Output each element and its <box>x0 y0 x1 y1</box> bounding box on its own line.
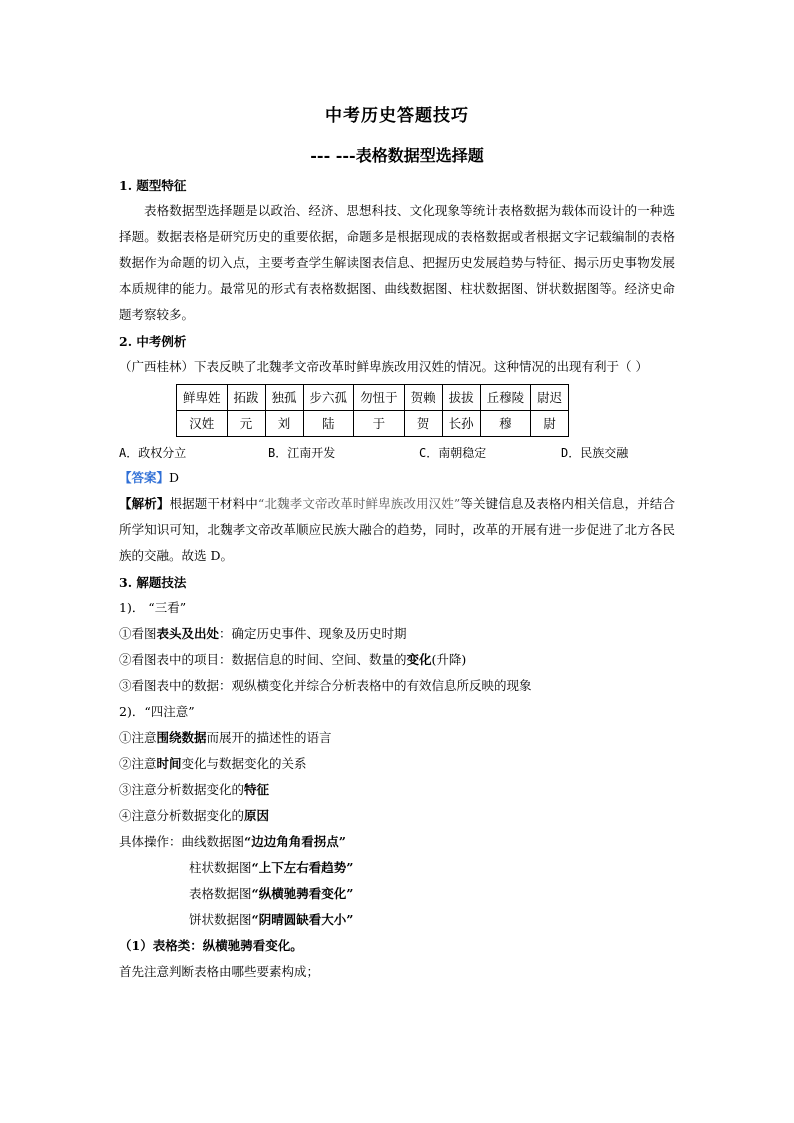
table-cell: 刘 <box>265 411 303 437</box>
ops-bold: “边边角角看拐点” <box>244 834 346 849</box>
item-text: ：确定历史事件、现象及历史时期 <box>219 626 407 641</box>
table-cell: 长孙 <box>442 411 480 437</box>
option-b: B．江南开发 <box>268 446 336 460</box>
item-text: ①注意 <box>119 730 157 745</box>
document-page <box>119 100 675 985</box>
item-text: ①看图 <box>119 626 157 641</box>
last-line: 首先注意判断表格由哪些要素构成； <box>119 964 320 979</box>
section-1-heading: 1. 题型特征 <box>119 178 187 193</box>
four-note-title: 2)．“四注意” <box>119 704 195 719</box>
item-bold: 围绕数据 <box>156 730 207 745</box>
three-look-title: 1)． “三看” <box>119 600 187 615</box>
item-text: 变化与数据变化的关系 <box>181 756 307 771</box>
three-look-item <box>119 647 675 673</box>
example-question: （广西桂林）下表反映了北魏孝文帝改革时鲜卑族改用汉姓的情况。这种情况的出现有利于（ ） <box>119 359 648 374</box>
ops-line <box>119 855 675 881</box>
ops-bold: “阴晴圆缺看大小” <box>251 912 354 927</box>
four-note-item <box>119 725 675 751</box>
item-text: (升降) <box>431 652 467 667</box>
item-bold: 特征 <box>244 782 270 797</box>
table-type-heading: （1）表格类：纵横驰骋看变化。 <box>119 938 303 953</box>
item-text: ③注意分析数据变化的 <box>119 782 245 797</box>
table-row <box>177 385 569 411</box>
item-text: 而展开的描述性的语言 <box>206 730 332 745</box>
item-text: ②看图表中的项目：数据信息的时间、空间、数量的 <box>119 652 407 667</box>
ops-text: 曲线数据图 <box>181 834 245 849</box>
section-1-paragraph: 表格数据型选择题是以政治、经济、思想科技、文化现象等统计表格数据为载体而设计的一种选择题。数据表格是研究历史的重要依据，命题多是根据现成的表格数据或者根据文字记载编制的表格数据作为命题的切入点，主要考查学生解读图表信息、把握历史发展趋势与特征、揭示历史事物发展本质规律的能力。最常见的形式有表格数据图、曲线数据图、柱状数据图、饼状数据图等。经济史命题考察较多。 <box>119 203 675 322</box>
table-cell: 步六孤 <box>303 385 354 411</box>
three-look-item <box>119 621 675 647</box>
table-cell: 汉姓 <box>177 411 228 437</box>
table-cell: 尉迟 <box>531 385 569 411</box>
analysis-text-1: 根据题干材料中 <box>169 496 258 511</box>
surname-table <box>176 384 569 437</box>
table-cell: 拓跋 <box>227 385 265 411</box>
table-cell: 拔拔 <box>442 385 480 411</box>
item-text: ②注意 <box>119 756 157 771</box>
section-2-heading: 2. 中考例析 <box>119 334 187 349</box>
four-note-item <box>119 777 675 803</box>
ops-bold: “上下左右看趋势” <box>251 860 354 875</box>
table-row <box>177 411 569 437</box>
table-cell: 于 <box>354 411 405 437</box>
answer-options <box>119 441 675 465</box>
four-note-item <box>119 803 675 829</box>
analysis-paragraph <box>119 491 675 569</box>
table-cell: 鲜卑姓 <box>177 385 228 411</box>
ops-bold: “纵横驰骋看变化” <box>251 886 354 901</box>
ops-text: 柱状数据图 <box>189 860 252 875</box>
table-cell: 穆 <box>480 411 531 437</box>
option-c: C．南朝稳定 <box>419 446 487 460</box>
option-a: A．政权分立 <box>119 446 187 460</box>
section-3-heading: 3. 解题技法 <box>119 575 187 590</box>
page-subtitle: --- ---表格数据型选择题 <box>310 146 484 165</box>
table-cell: 丘穆陵 <box>480 385 531 411</box>
ops-line <box>119 881 675 907</box>
ops-line <box>119 829 675 855</box>
three-look-item <box>119 673 675 699</box>
table-cell: 独孤 <box>265 385 303 411</box>
item-bold: 原因 <box>244 808 270 823</box>
answer-line <box>119 465 675 491</box>
table-cell: 陆 <box>303 411 354 437</box>
item-bold: 变化 <box>406 652 432 667</box>
page-title: 中考历史答题技巧 <box>325 106 469 126</box>
option-d: D．民族交融 <box>561 446 629 460</box>
table-cell: 贺 <box>404 411 442 437</box>
table-cell: 尉 <box>531 411 569 437</box>
table-cell: 贺赖 <box>404 385 442 411</box>
answer-value: D <box>169 470 180 485</box>
ops-label: 具体操作： <box>119 834 182 849</box>
answer-label: 【答案】 <box>119 470 170 485</box>
analysis-quote: “北魏孝文帝改革时鲜卑族改用汉姓” <box>257 496 461 511</box>
ops-text: 饼状数据图 <box>189 912 252 927</box>
ops-line <box>119 907 675 933</box>
item-bold: 时间 <box>156 756 182 771</box>
analysis-label: 【解析】 <box>119 496 170 511</box>
ops-text: 表格数据图 <box>189 886 252 901</box>
four-note-item <box>119 751 675 777</box>
item-bold: 表头及出处 <box>156 626 220 641</box>
table-cell: 勿忸于 <box>354 385 405 411</box>
table-cell: 元 <box>227 411 265 437</box>
item-text: ④注意分析数据变化的 <box>119 808 245 823</box>
item-text: ③看图表中的数据：观纵横变化并综合分析表格中的有效信息所反映的现象 <box>119 678 532 693</box>
analysis-text-2: 等关键信息及表格内相关信息，并结合所学知识可知，北魏孝文帝改革顺应民族大融合的趋势，同时，改革的开展有进一步促进了北方各民族的交融。故选 D。 <box>119 496 675 563</box>
